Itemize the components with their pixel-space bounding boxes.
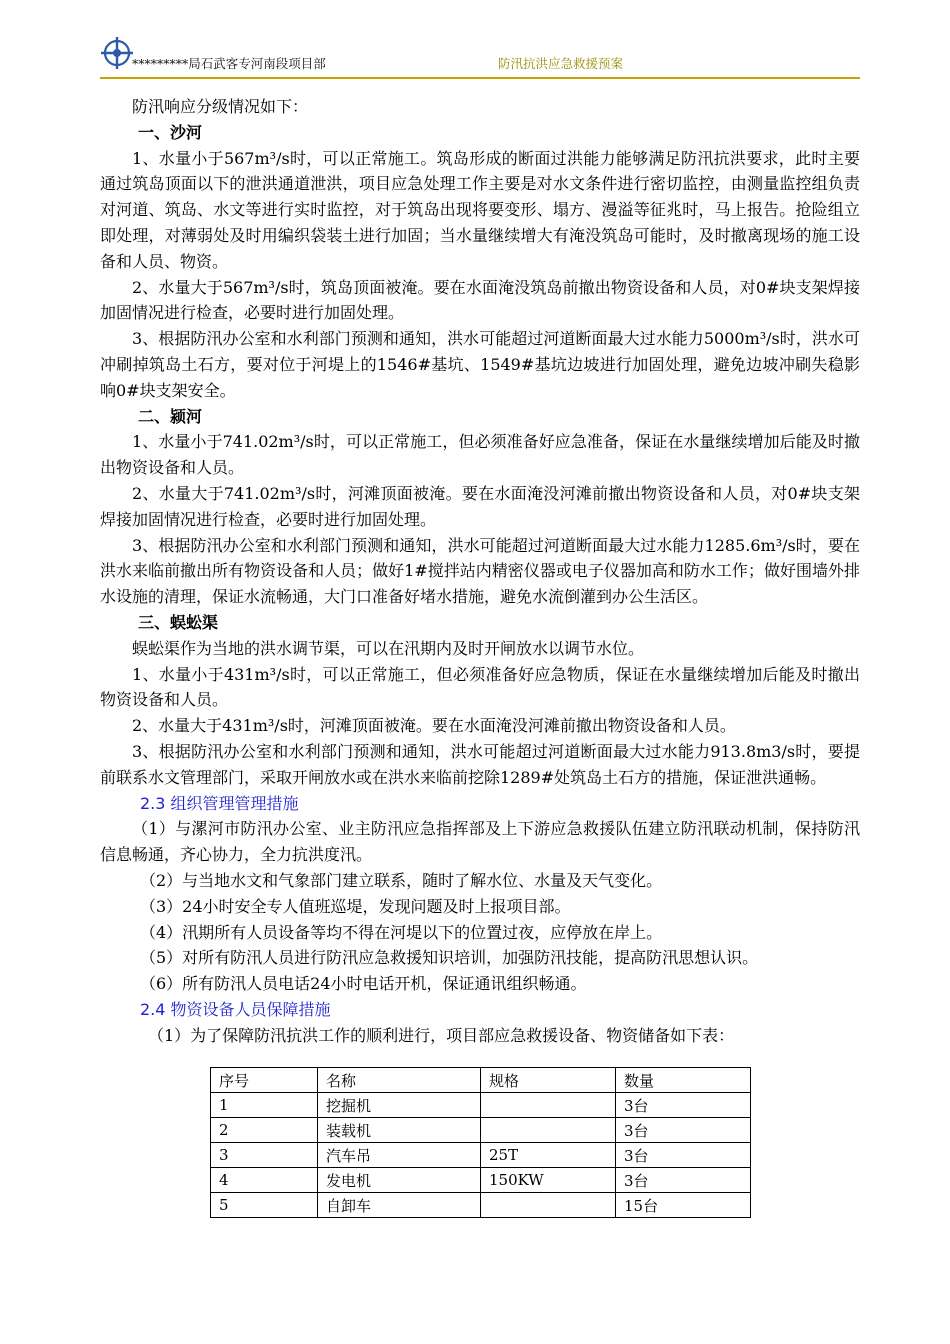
table-cell: 挖掘机 [318,1093,481,1118]
measure-item-5: （5）对所有防汛人员进行防汛应急救援知识培训，加强防汛技能，提高防汛思想认识。 [140,948,759,968]
table-cell: 汽车吊 [318,1143,481,1168]
measure-item-6: （6）所有防汛人员电话24小时电话开机，保证通讯组织畅通。 [140,974,587,994]
section-2-3-title: 2.3 组织管理管理措施 [140,793,299,813]
table-cell [481,1193,616,1218]
table-cell: 150KW [481,1168,616,1193]
table-cell: 自卸车 [318,1193,481,1218]
table-cell: 15台 [616,1193,751,1218]
page-header [100,36,860,78]
header-org: *********局石武客专河南段项目部 [132,56,326,71]
table-cell: 5 [211,1193,318,1218]
shahe-item-3: 3、根据防汛办公室和水利部门预测和通知，洪水可能超过河道断面最大过水能力5000m³/s时，洪水可冲刷掉筑岛土石方，要对位于河堤上的1546#基坑、1549#基坑边坡进行加固处理，避免边坡冲刷失稳影响0#块支架安全。 [100,329,860,400]
wugongqu-intro: 蜈蚣渠作为当地的洪水调节渠，可以在汛期内及时开闸放水以调节水位。 [132,638,645,658]
company-logo-icon [100,36,134,70]
table-cell [481,1093,616,1118]
table-cell [481,1118,616,1143]
yinghe-item-3: 3、根据防汛办公室和水利部门预测和通知，洪水可能超过河道断面最大过水能力1285.6m³/s时，要在洪水来临前撤出所有物资设备和人员；做好1#搅拌站内精密仪器或电子仪器加高和防水工作；做好围墙外排水设施的清理，保证水流畅通，大门口准备好堵水措施，避免水流倒灌到办公生活区。 [100,535,860,607]
table-cell: 发电机 [318,1168,481,1193]
header-doc-title: 防汛抗洪应急救援预案 [498,56,624,71]
header-rule [100,77,860,79]
table-cell: 1 [211,1093,318,1118]
wugongqu-item-2: 2、水量大于431m³/s时，河滩顶面被淹。要在水面淹没河滩前撤出物资设备和人员。 [132,716,736,736]
table-row [211,1143,751,1168]
table-cell: 25T [481,1143,616,1168]
table-header-row [211,1068,751,1093]
wugongqu-item-3: 3、根据防汛办公室和水利部门预测和通知，洪水可能超过河道断面最大过水能力913.8m3/s时，要提前联系水文管理部门，采取开闸放水或在洪水来临前挖除1289#处筑岛土石方的措施，保证泄洪通畅。 [100,741,860,787]
table-cell: 3台 [616,1093,751,1118]
measure-item-2: （2）与当地水文和气象部门建立联系，随时了解水位、水量及天气变化。 [140,870,663,890]
shahe-item-1: 1、水量小于567m³/s时，可以正常施工。筑岛形成的断面过洪能力能够满足防汛抗洪要求，此时主要通过筑岛顶面以下的泄洪通道泄洪，项目应急处理工作主要是对水文条件进行密切监控，由测量监控组负责对河道、筑岛、水文等进行实时监控，对于筑岛出现将要变形、塌方、漫溢等征兆时，马上报告。抢险组立即处理，对薄弱处及时用编织袋装土进行加固；当水量继续增大有淹没筑岛可能时，及时撤离现场的施工设备和人员、物资。 [100,148,860,271]
table-cell: 3台 [616,1118,751,1143]
section-wugongqu-title: 三、蜈蚣渠 [138,612,219,632]
table-row [211,1168,751,1193]
table-header-cell: 规格 [481,1068,616,1093]
document-body [100,94,860,1048]
table-row [211,1093,751,1118]
table-header-cell: 序号 [211,1068,318,1093]
measure-item-3: （3）24小时安全专人值班巡堤，发现问题及时上报项目部。 [140,896,571,916]
yinghe-item-2: 2、水量大于741.02m³/s时，河滩顶面被淹。要在水面淹没河滩前撤出物资设备和人员，对0#块支架焊接加固情况进行检查，必要时进行加固处理。 [100,483,860,529]
table-cell: 2 [211,1118,318,1143]
section-yinghe-title: 二、颍河 [138,406,203,426]
shahe-item-2: 2、水量大于567m³/s时，筑岛顶面被淹。要在水面淹没筑岛前撤出物资设备和人员，对0#块支架焊接加固情况进行检查，必要时进行加固处理。 [100,277,860,323]
measure-item-4: （4）汛期所有人员设备等均不得在河堤以下的位置过夜，应停放在岸上。 [140,922,663,942]
measure-item-1: （1）与漯河市防汛办公室、业主防汛应急指挥部及上下游应急救援队伍建立防汛联动机制，保持防汛信息畅通，齐心协力，全力抗洪度汛。 [100,819,860,865]
table-cell: 3台 [616,1168,751,1193]
table-cell: 装载机 [318,1118,481,1143]
table-header-cell: 数量 [616,1068,751,1093]
equipment-table [210,1067,751,1218]
yinghe-item-1: 1、水量小于741.02m³/s时，可以正常施工，但必须准备好应急准备，保证在水量继续增加后能及时撤出物资设备和人员。 [100,432,860,478]
table-cell: 3 [211,1143,318,1168]
section-2-4-title: 2.4 物资设备人员保障措施 [140,999,331,1019]
table-row [211,1193,751,1218]
table-cell: 4 [211,1168,318,1193]
table-cell: 3台 [616,1143,751,1168]
equipment-intro: （1）为了保障防汛抗洪工作的顺利进行，项目部应急救援设备、物资储备如下表： [148,1025,735,1045]
section-shahe-title: 一、沙河 [138,122,203,142]
table-row [211,1118,751,1143]
table-header-cell: 名称 [318,1068,481,1093]
intro-text: 防汛响应分级情况如下： [132,97,309,116]
wugongqu-item-1: 1、水量小于431m³/s时，可以正常施工，但必须准备好应急物质，保证在水量继续增加后能及时撤出物资设备和人员。 [100,664,860,710]
